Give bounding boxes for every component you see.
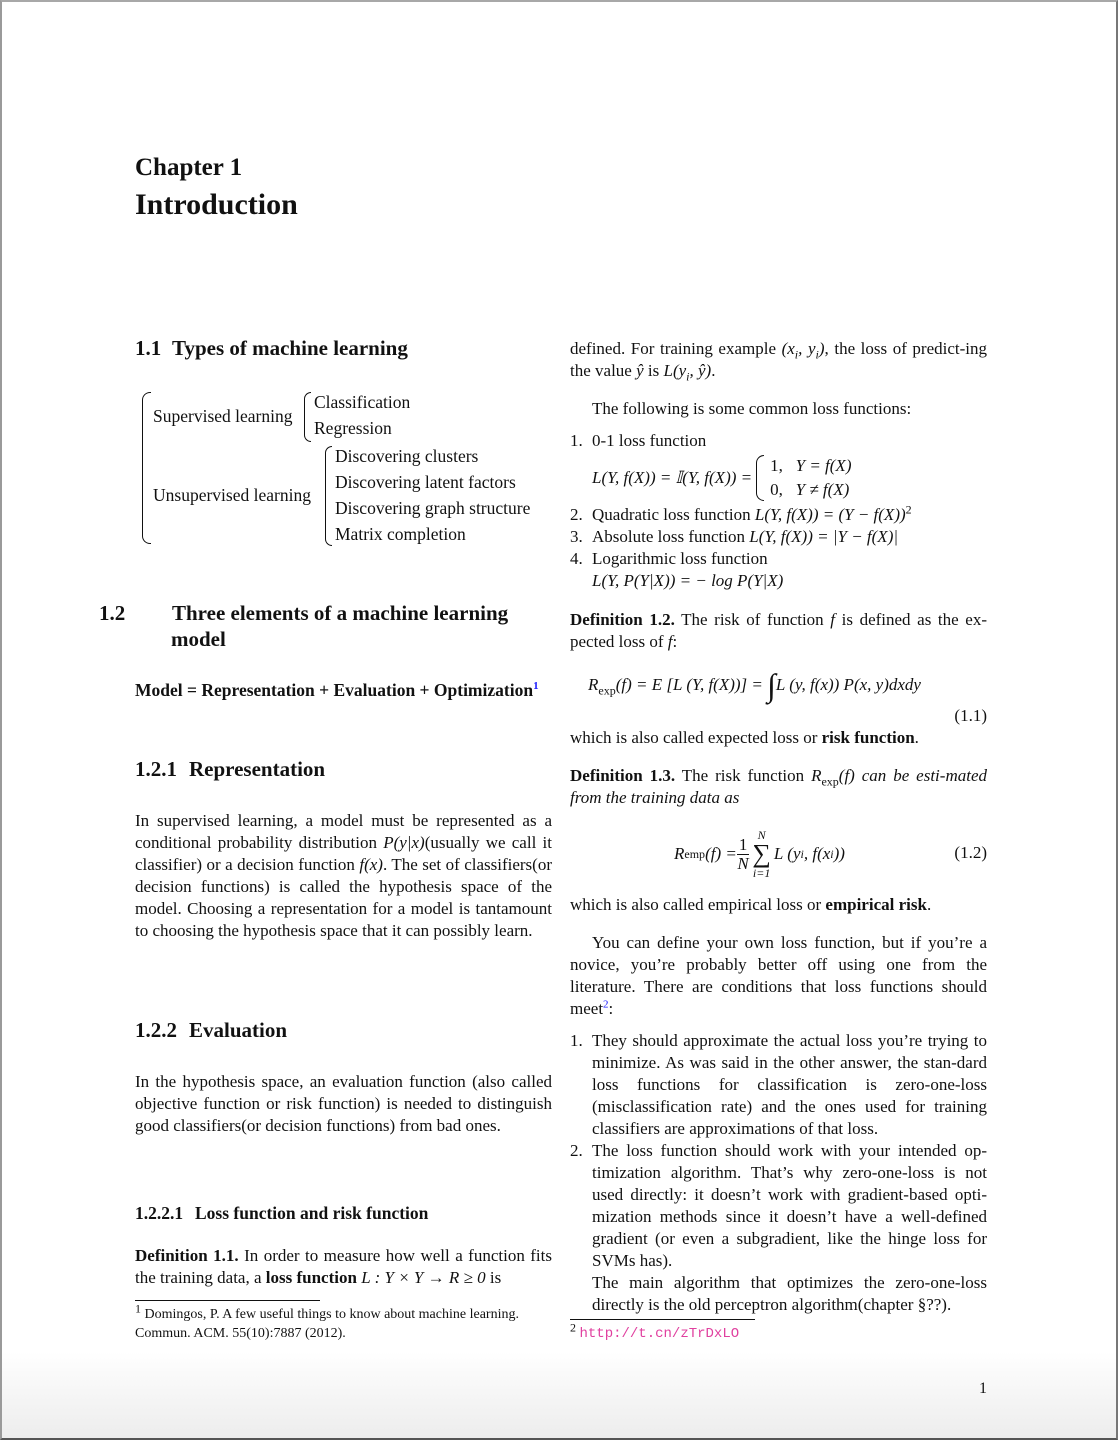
empirical-loss-note: which is also called empirical loss or empirical risk. — [570, 895, 932, 914]
definition-1-2: Definition 1.2. The risk of function f is defined as the ex-pected loss of f: — [570, 610, 987, 651]
footnote-1: $^1$ Domingos, P. A few useful things to know about machine learning. Commun. ACM. 55(10):7887 (2012). — [135, 1301, 519, 1341]
taxonomy-supervised: Supervised learning — [153, 406, 293, 426]
equation-1-2: R emp (f) = $\frac{1}{N}$ N ∑ i=1 L (y i , f(x i )) (1.2) — [674, 828, 987, 880]
footnote-2-link[interactable]: http://t.cn/zTrDxLO — [579, 1326, 740, 1342]
definition-1-1-continued: defined. For training example ($x_i$, $y_i$), the loss of predict-ing the value ŷ is $L(y_i$, ŷ). — [570, 339, 988, 384]
list-item: 3. Absolute loss function L(Y, f(X)) = |Y − f(X)| — [570, 527, 899, 546]
footnote-ref-1[interactable]: 1 — [533, 680, 539, 693]
loss-functions-intro: The following is some common loss functions: — [592, 399, 912, 418]
cases-brace-icon — [756, 455, 764, 501]
summation-icon: N ∑ i=1 — [752, 828, 771, 880]
footnote-ref-2[interactable]: 2 — [603, 998, 609, 1011]
taxonomy-item: Matrix completion — [335, 524, 466, 544]
section-1-2-2-1-heading: 1.2.2.1 Loss function and risk function — [135, 1203, 429, 1223]
cases: 1, Y = f(X) 0, Y ≠ f(X) — [770, 456, 852, 499]
taxonomy-item: Discovering latent factors — [335, 472, 516, 492]
loss-functions-list — [570, 430, 987, 592]
supervised-brace-icon — [304, 392, 311, 442]
taxonomy-item: Discovering graph structure — [335, 498, 531, 518]
evaluation-paragraph: In the hypothesis space, an evaluation function (also called objective function or risk function) is needed to distinguish good classifiers(or decision functions) from bad ones. — [135, 1072, 552, 1135]
page-number: 1 — [979, 1380, 987, 1397]
taxonomy-item: Discovering clusters — [335, 446, 479, 466]
representation-paragraph: In supervised learning, a model must be represented as a conditional probability distribution P(y|x)(usually we call it classifier) or a decision function f(x). The set of classifiers(or decision functions) is called the hypothesis space of the model. Choosing a representation for a model is tantamount to choosing the hypothesis space that it can possibly learn. — [135, 811, 552, 940]
footnote-area-right — [570, 1319, 987, 1344]
footnote-rule — [135, 1300, 320, 1301]
definition-1-1: Definition 1.1. In order to measure how well a function fits the training data, a loss function L : Y × Y → R ≥ 0 is — [135, 1246, 552, 1287]
definition-1-3: Definition 1.3. The risk function $R_{exp}(f)$ can be esti-mated from the training data as — [570, 766, 987, 807]
loss-conditions-list — [570, 1030, 987, 1316]
taxonomy-unsupervised: Unsupervised learning — [153, 485, 311, 505]
integral-icon: ∫ — [767, 667, 776, 703]
taxonomy-item: Regression — [314, 418, 392, 438]
chapter-label: Chapter 1 — [135, 154, 243, 181]
taxonomy-item: Classification — [314, 392, 411, 412]
list-item: 1. 0-1 loss function L(Y, f(X)) = 𝕀(Y, f(X)) = 1, Y = f(X) 0, Y ≠ f(X) — [570, 430, 987, 504]
list-item: 4. Logarithmic loss function L(Y, P(Y|X)) = − log P(Y|X) — [570, 549, 784, 590]
own-loss-paragraph: You can define your own loss function, but if you’re a novice, you’re probably better off using one from the literature. There are conditions that loss functions should meet$^2$: — [570, 933, 987, 1018]
list-item: 2. The loss function should work with your intended op-timization algorithm. That’s why zero-one-loss is not used directly: it doesn’t work with gradient-based opti-mization methods since it doesn’t have a well-defined gradient (or even a subgradient, like the hinge loss for SVMs has). The main algorithm that optimizes the zero-one-loss directly is the old perceptron algorithm(chapter §??). — [570, 1141, 987, 1314]
section-1-2-1-heading: 1.2.1 Representation — [135, 757, 326, 781]
equation-number: (1.2) — [954, 843, 987, 862]
section-1-1-heading: 1.1 Types of machine learning — [135, 336, 408, 360]
section-1-2-heading: 1.2 Three elements of a machine learning model — [99, 601, 509, 651]
zero-one-loss-formula: L(Y, f(X)) = 𝕀(Y, f(X)) = 1, Y = f(X) 0, Y ≠ f(X) — [592, 452, 987, 504]
unsupervised-brace-icon — [325, 446, 332, 546]
ml-taxonomy — [142, 390, 552, 550]
chapter-title: Introduction — [135, 188, 298, 221]
equation-number: (1.1) — [954, 706, 987, 725]
model-formula: Model = Representation + Evaluation + Optimization$^1$ — [135, 680, 539, 700]
list-item: 1. They should approximate the actual loss you’re trying to minimize. As was said in the other answer, the stan-dard loss functions for classification is zero-one-loss (misclassification rate) and the ones used for training classifiers are approximations of that loss. — [570, 1031, 987, 1138]
list-item: 2. Quadratic loss function L(Y, $f(X)) = (Y - f(X))^2$ — [570, 502, 912, 524]
equation-1-1: $R_{exp}(f) = E$ [L (Y, f(X))] = ∫L (y, f(x)) P(x, y)dxdy (1.1) — [588, 667, 987, 725]
section-1-2-2-heading: 1.2.2 Evaluation — [135, 1018, 288, 1042]
footnote-2: $^2$ http://t.cn/zTrDxLO — [570, 1320, 740, 1342]
fraction: $\frac{1}{N}$ — [737, 834, 749, 873]
outer-brace-icon — [142, 392, 151, 544]
expected-loss-note: which is also called expected loss or risk function. — [570, 728, 919, 747]
footnote-area-left — [135, 1300, 552, 1343]
footnote-rule — [570, 1319, 755, 1320]
